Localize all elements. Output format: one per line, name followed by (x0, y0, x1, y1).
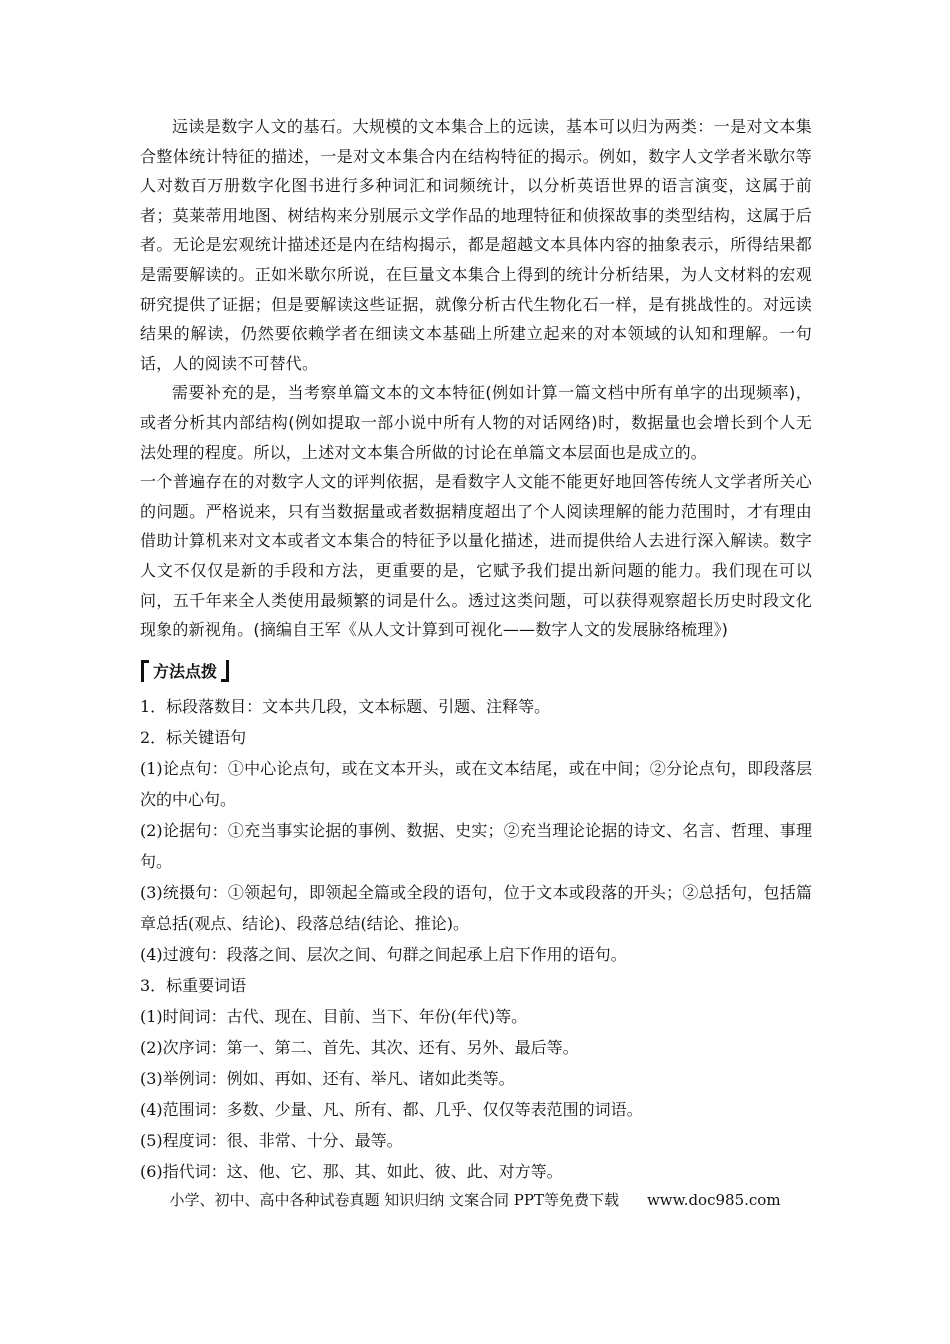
method-item: (4)范围词：多数、少量、凡、所有、都、几乎、仅仅等表范围的词语。 (140, 1099, 643, 1119)
method-list (140, 691, 812, 1187)
method-heading-text: 方法点拨 (153, 662, 218, 682)
method-item: 2．标关键语句 (140, 727, 247, 747)
method-item: 3．标重要词语 (140, 975, 247, 995)
method-item: (1)论点句：①中心论点句，或在文本开头，或在文本结尾，或在中间；②分论点句，即段落层次的中心句。 (140, 758, 812, 809)
method-item: (2)论据句：①充当事实论据的事例、数据、史实；②充当理论论据的诗文、名言、哲理、事理句。 (140, 820, 812, 871)
method-item: 1．标段落数目：文本共几段，文本标题、引题、注释等。 (140, 696, 551, 716)
method-item: (1)时间词：古代、现在、目前、当下、年份(年代)等。 (140, 1006, 528, 1026)
right-bracket-icon (222, 660, 230, 682)
footer-site-link[interactable]: www.doc985.com (646, 1191, 781, 1209)
passage-paragraph-2: 需要补充的是，当考察单篇文本的文本特征(例如计算一篇文档中所有单字的出现频率)，或者分析其内部结构(例如提取一部小说中所有人物的对话网络)时，数据量也会增长到个人无法处理的程度。所以，上述对文本集合所做的讨论在单篇文本层面也是成立的。 (140, 383, 812, 462)
method-item: (5)程度词：很、非常、十分、最等。 (140, 1130, 403, 1150)
method-item: (6)指代词：这、他、它、那、其、如此、彼、此、对方等。 (140, 1161, 563, 1181)
method-item: (3)统摄句：①领起句，即领起全篇或全段的语句，位于文本或段落的开头；②总括句，包括篇章总括(观点、结论)、段落总结(结论、推论)。 (140, 882, 812, 933)
method-heading-row (140, 655, 812, 687)
left-bracket-icon (140, 660, 148, 682)
footer-text: 小学、初中、高中各种试卷真题 知识归纳 文案合同 PPT等免费下载 (169, 1191, 619, 1209)
passage-paragraph-1: 远读是数字人文的基石。大规模的文本集合上的远读，基本可以归为两类：一是对文本集合整体统计特征的描述，一是对文本集合内在结构特征的揭示。例如，数字人文学者米歇尔等人对数百万册数字化图书进行多种词汇和词频统计，以分析英语世界的语言演变，这属于前者；莫莱蒂用地图、树结构来分别展示文学作品的地理特征和侦探故事的类型结构，这属于后者。无论是宏观统计描述还是内在结构揭示，都是超越文本具体内容的抽象表示，所得结果都是需要解读的。正如米歇尔所说，在巨量文本集合上得到的统计分析结果，为人文材料的宏观研究提供了证据；但是要解读这些证据，就像分析古代生物化石一样，是有挑战性的。对远读结果的解读，仍然要依赖学者在细读文本基础上所建立起来的对本领域的认知和理解。一句话，人的阅读不可替代。 (140, 117, 812, 373)
method-item: (2)次序词：第一、第二、首先、其次、还有、另外、最后等。 (140, 1037, 579, 1057)
content-area (140, 112, 812, 1187)
method-item: (4)过渡句：段落之间、层次之间、句群之间起承上启下作用的语句。 (140, 944, 627, 964)
method-heading (140, 659, 230, 682)
method-item: (3)举例词：例如、再如、还有、举凡、诸如此类等。 (140, 1068, 515, 1088)
page-footer (0, 1189, 950, 1210)
passage-paragraph-3: 一个普遍存在的对数字人文的评判依据，是看数字人文能不能更好地回答传统人文学者所关心的问题。严格说来，只有当数据量或者数据精度超出了个人阅读理解的能力范围时，才有理由借助计算机来对文本或者文本集合的特征予以量化描述，进而提供给人去进行深入解读。数字人文不仅仅是新的手段和方法，更重要的是，它赋予我们提出新问题的能力。我们现在可以问，五千年来全人类使用最频繁的词是什么。透过这类问题，可以获得观察超长历史时段文化现象的新视角。(摘编自王军《从人文计算到可视化——数字人文的发展脉络梳理》) (140, 472, 812, 640)
